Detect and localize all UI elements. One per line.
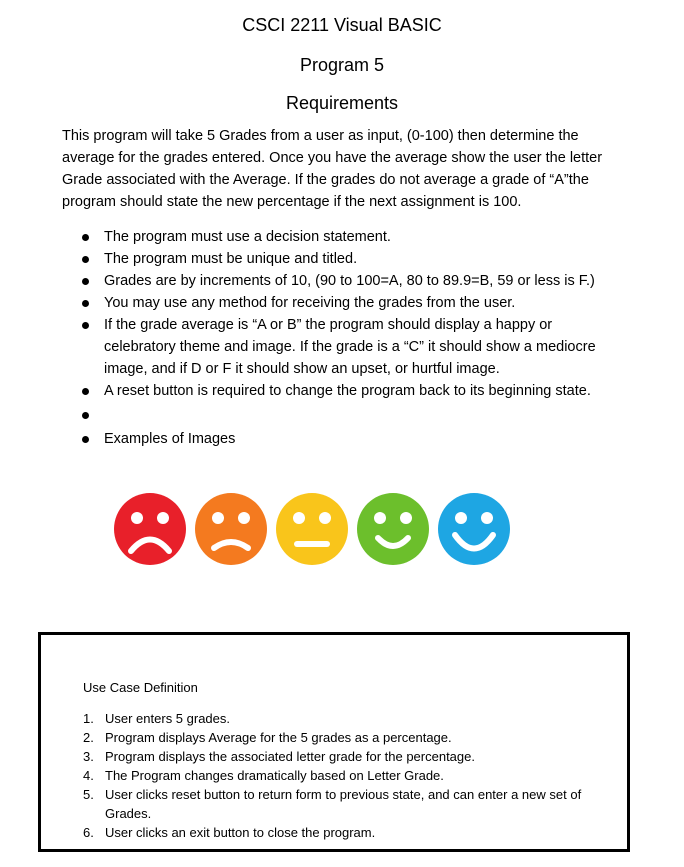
bullet-icon — [82, 412, 89, 419]
examples-heading-item: Examples of Images — [82, 428, 612, 450]
intro-paragraph: This program will take 5 Grades from a user as input, (0-100) then determine the average for the grades entered. Once you have the average show the user the letter Grade associated with the Average. If the grades do not average a grade of “A”the program should state the new percentage if the next assignment is 100. — [62, 128, 603, 210]
empty-requirement-item — [82, 404, 612, 426]
bullet-icon — [82, 322, 89, 329]
use-case-item: 6. User clicks an exit button to close the program. — [83, 825, 376, 840]
requirement-item: You may use any method for receiving the grades from the user. — [82, 292, 612, 314]
use-case-item: 3. Program displays the associated letter grade for the percentage. — [83, 749, 475, 764]
very-happy-face-icon — [438, 493, 510, 565]
neutral-face-icon — [276, 493, 348, 565]
requirement-item: A reset button is required to change the program back to its beginning state. — [82, 380, 612, 402]
bullet-icon — [82, 300, 89, 307]
bullet-icon — [82, 388, 89, 395]
happy-face-icon — [357, 493, 429, 565]
bullet-icon — [82, 436, 89, 443]
use-case-item: 4. The Program changes dramatically based on Letter Grade. — [83, 768, 444, 783]
use-case-item: 5. User clicks reset button to return form to previous state, and can enter a new set of Grades. — [83, 787, 582, 821]
use-case-item: 2. Program displays Average for the 5 grades as a percentage. — [83, 730, 452, 745]
requirement-item: The program must be unique and titled. — [82, 248, 612, 270]
course-title: CSCI 2211 Visual BASIC — [242, 15, 442, 35]
emotion-faces-image — [108, 486, 516, 584]
requirements-list — [82, 226, 612, 450]
use-case-item: 1. User enters 5 grades. — [83, 711, 231, 726]
bullet-icon — [82, 278, 89, 285]
use-case-list — [83, 709, 603, 842]
requirement-item: If the grade average is “A or B” the program should display a happy or celebratory theme and image. If the grade is a “C” it should show a mediocre image, and if D or F it should show an upset, or hurtful image. — [82, 314, 612, 380]
bullet-icon — [82, 234, 89, 241]
use-case-title: Use Case Definition — [83, 680, 198, 695]
sad-face-icon — [195, 493, 267, 565]
requirement-item: Grades are by increments of 10, (90 to 100=A, 80 to 89.9=B, 59 or less is F.) — [82, 270, 612, 292]
requirements-heading: Requirements — [285, 93, 399, 113]
bullet-icon — [82, 256, 89, 263]
use-case-box — [38, 632, 630, 852]
requirement-item: The program must use a decision statement. — [82, 226, 612, 248]
very-sad-face-icon — [114, 493, 186, 565]
program-title: Program 5 — [299, 55, 385, 75]
